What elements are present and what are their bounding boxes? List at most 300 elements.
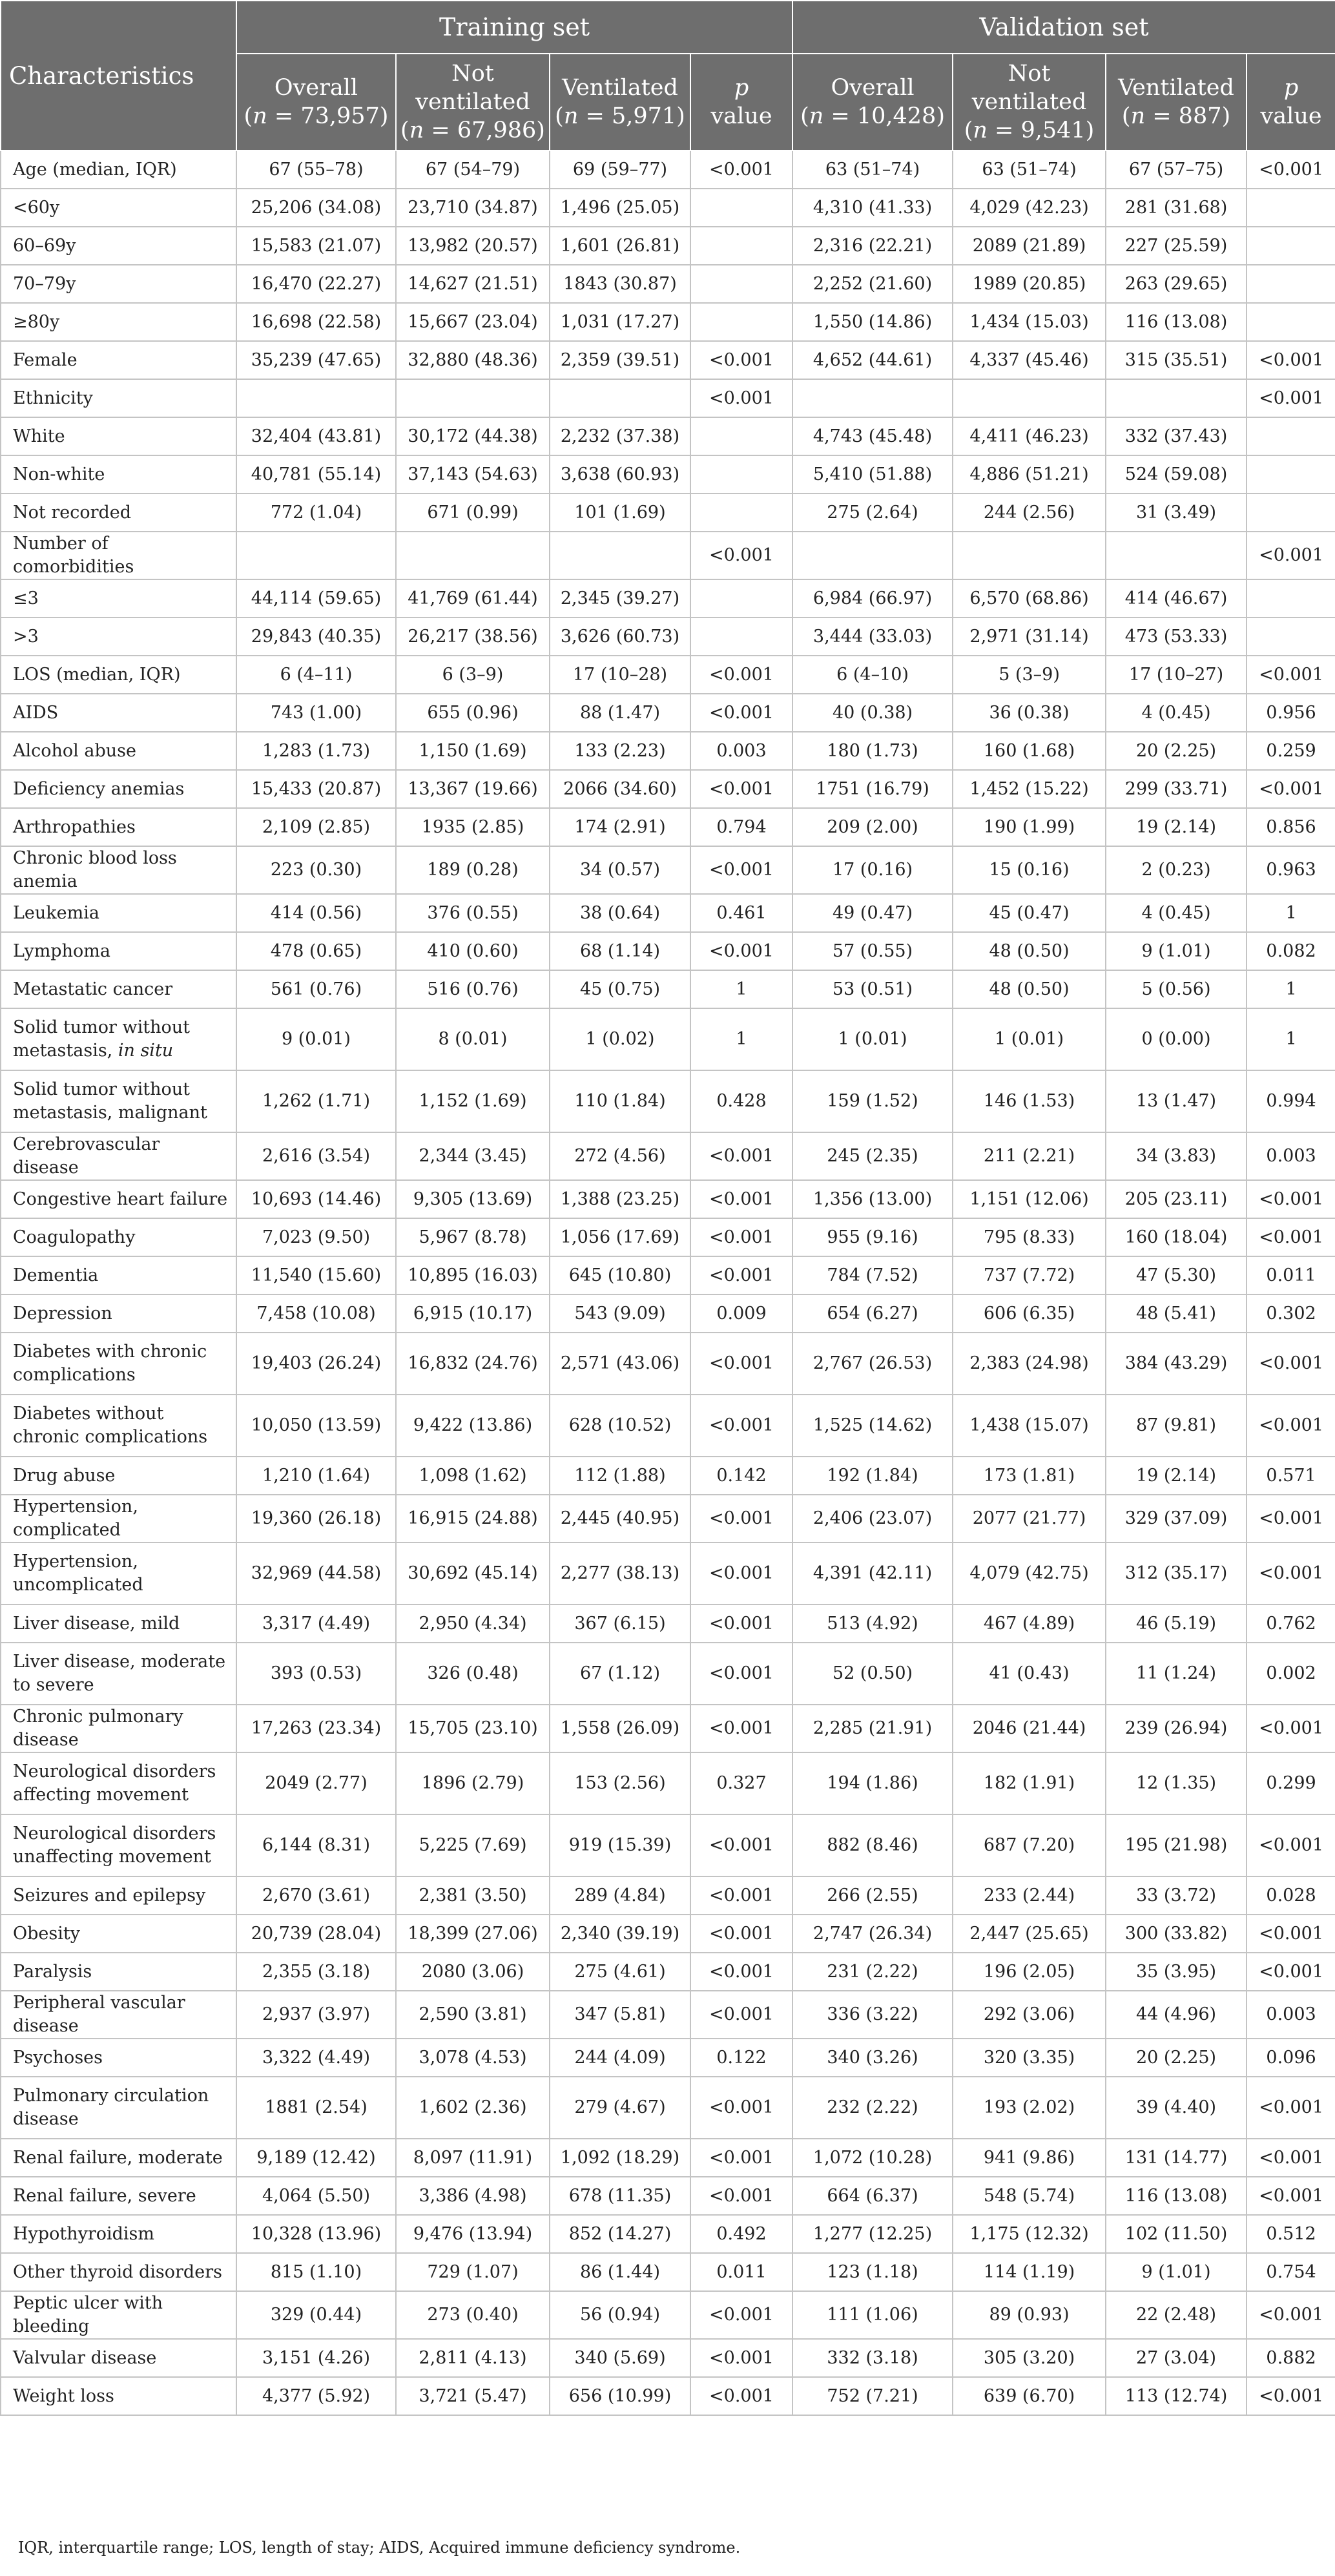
row-label: Ethnicity (1, 379, 236, 417)
table-cell: 9,305 (13.69) (396, 1180, 550, 1218)
row-label: Diabetes without chronic complications (1, 1395, 236, 1457)
table-cell: 329 (0.44) (236, 2291, 396, 2339)
table-cell: 1,496 (25.05) (550, 189, 690, 227)
table-row (1, 694, 1335, 732)
table-cell: 146 (1.53) (953, 1070, 1106, 1132)
table-cell (690, 227, 792, 265)
table-cell: 0.028 (1247, 1876, 1335, 1915)
table-cell: 9 (1.01) (1106, 2253, 1247, 2291)
row-label: Solid tumor without metastasis, malignant (1, 1070, 236, 1132)
table-cell: 182 (1.91) (953, 1752, 1106, 1814)
table-cell: <0.001 (1247, 341, 1335, 379)
table-cell: 20,739 (28.04) (236, 1915, 396, 1953)
table-cell: 123 (1.18) (792, 2253, 953, 2291)
table-cell: <0.001 (1247, 1705, 1335, 1752)
table-cell: 1 (1247, 970, 1335, 1008)
table-cell (236, 379, 396, 417)
table-cell: 48 (5.41) (1106, 1294, 1247, 1333)
row-label: AIDS (1, 694, 236, 732)
table-cell: 9,189 (12.42) (236, 2139, 396, 2177)
table-cell: 0.009 (690, 1294, 792, 1333)
table-cell: 1,262 (1.71) (236, 1070, 396, 1132)
table-cell: 2,252 (21.60) (792, 265, 953, 303)
row-label: Cerebrovascular disease (1, 1132, 236, 1180)
table-cell: 26,217 (38.56) (396, 618, 550, 656)
table-cell (1247, 227, 1335, 265)
table-cell (236, 532, 396, 579)
table-cell: 45 (0.75) (550, 970, 690, 1008)
table-footnote: IQR, interquartile range; LOS, length of stay; AIDS, Acquired immune deficiency syndrome. (18, 2539, 741, 2557)
table-cell: <0.001 (690, 932, 792, 970)
table-row (1, 1218, 1335, 1256)
row-label: Number of comorbidities (1, 532, 236, 579)
table-cell: 17 (10–27) (1106, 656, 1247, 694)
table-cell: 1881 (2.54) (236, 2077, 396, 2139)
row-label: ≥80y (1, 303, 236, 341)
table-cell: <0.001 (1247, 1953, 1335, 1991)
table-cell: 0.003 (1247, 1991, 1335, 2039)
table-cell: 2,590 (3.81) (396, 1991, 550, 2039)
table-cell: 16,915 (24.88) (396, 1495, 550, 1542)
table-cell: 18,399 (27.06) (396, 1915, 550, 1953)
table-cell: 336 (3.22) (792, 1991, 953, 2039)
table-cell: 664 (6.37) (792, 2177, 953, 2215)
table-cell: 2049 (2.77) (236, 1752, 396, 1814)
table-cell: 35 (3.95) (1106, 1953, 1247, 1991)
table-cell: 5,967 (8.78) (396, 1218, 550, 1256)
table-cell: 3,386 (4.98) (396, 2177, 550, 2215)
row-label: Psychoses (1, 2039, 236, 2077)
table-cell: 160 (1.68) (953, 732, 1106, 770)
table-cell: 919 (15.39) (550, 1814, 690, 1876)
table-cell: 292 (3.06) (953, 1991, 1106, 2039)
table-cell: 2089 (21.89) (953, 227, 1106, 265)
table-cell: <0.001 (1247, 770, 1335, 808)
table-cell: 89 (0.93) (953, 2291, 1106, 2339)
table-cell: 244 (4.09) (550, 2039, 690, 2077)
table-cell: 1,277 (12.25) (792, 2215, 953, 2253)
table-cell: <0.001 (690, 770, 792, 808)
table-row (1, 189, 1335, 227)
table-cell: 2,747 (26.34) (792, 1915, 953, 1953)
table-cell: 299 (33.71) (1106, 770, 1247, 808)
table-cell: 4,743 (45.48) (792, 417, 953, 455)
table-cell: 6 (4–10) (792, 656, 953, 694)
table-cell: 0.994 (1247, 1070, 1335, 1132)
table-cell: 2,811 (4.13) (396, 2339, 550, 2377)
row-label: 60–69y (1, 227, 236, 265)
table-row (1, 1070, 1335, 1132)
table-cell: 193 (2.02) (953, 2077, 1106, 2139)
table-cell: 40 (0.38) (792, 694, 953, 732)
table-cell: 194 (1.86) (792, 1752, 953, 1814)
header-valid-ventilated: Ventilated (n = 887) (1106, 54, 1247, 151)
row-label: Age (median, IQR) (1, 151, 236, 189)
table-cell: 160 (18.04) (1106, 1218, 1247, 1256)
table-cell: <0.001 (690, 2177, 792, 2215)
table-row (1, 1180, 1335, 1218)
table-cell: 1,031 (17.27) (550, 303, 690, 341)
table-cell: 737 (7.72) (953, 1256, 1106, 1294)
table-cell: <0.001 (690, 656, 792, 694)
table-cell: 729 (1.07) (396, 2253, 550, 2291)
row-label: Liver disease, mild (1, 1605, 236, 1643)
table-row (1, 532, 1335, 579)
table-cell: 68 (1.14) (550, 932, 690, 970)
table-cell: 2077 (21.77) (953, 1495, 1106, 1542)
table-cell: 340 (5.69) (550, 2339, 690, 2377)
table-cell: 8 (0.01) (396, 1008, 550, 1070)
table-cell: 815 (1.10) (236, 2253, 396, 2291)
table-row (1, 846, 1335, 894)
table-cell: 0.327 (690, 1752, 792, 1814)
table-cell: 1,601 (26.81) (550, 227, 690, 265)
table-cell: 4,029 (42.23) (953, 189, 1106, 227)
table-cell: 2,345 (39.27) (550, 579, 690, 618)
row-label: <60y (1, 189, 236, 227)
table-cell: 2080 (3.06) (396, 1953, 550, 1991)
table-row (1, 227, 1335, 265)
table-cell: 48 (0.50) (953, 932, 1106, 970)
table-cell: 0.794 (690, 808, 792, 846)
row-label: 70–79y (1, 265, 236, 303)
table-cell: 654 (6.27) (792, 1294, 953, 1333)
table-cell: <0.001 (1247, 1495, 1335, 1542)
table-cell: 4 (0.45) (1106, 694, 1247, 732)
table-cell: 300 (33.82) (1106, 1915, 1247, 1953)
table-cell (690, 618, 792, 656)
table-cell (396, 532, 550, 579)
table-cell: 281 (31.68) (1106, 189, 1247, 227)
table-cell: 10,328 (13.96) (236, 2215, 396, 2253)
table-cell: 10,050 (13.59) (236, 1395, 396, 1457)
table-cell: 32,404 (43.81) (236, 417, 396, 455)
row-label: Weight loss (1, 2377, 236, 2415)
table-cell: <0.001 (690, 151, 792, 189)
table-cell: 332 (37.43) (1106, 417, 1247, 455)
header-train-not-ventilated: Not ventilated (n = 67,986) (396, 54, 550, 151)
table-cell: 2066 (34.60) (550, 770, 690, 808)
table-cell: 326 (0.48) (396, 1643, 550, 1705)
table-cell: 0.856 (1247, 808, 1335, 846)
table-row (1, 932, 1335, 970)
table-cell: 6,144 (8.31) (236, 1814, 396, 1876)
table-cell: 2,344 (3.45) (396, 1132, 550, 1180)
table-cell: 4,337 (45.46) (953, 341, 1106, 379)
table-cell: 52 (0.50) (792, 1643, 953, 1705)
table-cell: 67 (57–75) (1106, 151, 1247, 189)
table-cell: 3,444 (33.03) (792, 618, 953, 656)
table-cell: <0.001 (690, 1132, 792, 1180)
table-cell: <0.001 (690, 532, 792, 579)
table-cell: <0.001 (690, 1991, 792, 2039)
table-cell: 0.492 (690, 2215, 792, 2253)
table-cell: 414 (0.56) (236, 894, 396, 932)
table-cell: 2,359 (39.51) (550, 341, 690, 379)
table-cell: 173 (1.81) (953, 1457, 1106, 1495)
table-cell: 473 (53.33) (1106, 618, 1247, 656)
table-cell: 0 (0.00) (1106, 1008, 1247, 1070)
table-cell: 1,388 (23.25) (550, 1180, 690, 1218)
table-cell: 4,377 (5.92) (236, 2377, 396, 2415)
table-cell: 48 (0.50) (953, 970, 1106, 1008)
table-row (1, 1542, 1335, 1605)
table-cell: 1,152 (1.69) (396, 1070, 550, 1132)
table-cell: <0.001 (690, 2339, 792, 2377)
table-cell: 852 (14.27) (550, 2215, 690, 2253)
header-train-ventilated: Ventilated (n = 5,971) (550, 54, 690, 151)
table-cell (550, 532, 690, 579)
table-cell: 30,172 (44.38) (396, 417, 550, 455)
table-cell (1247, 189, 1335, 227)
table-cell: <0.001 (690, 846, 792, 894)
table-cell: 20 (2.25) (1106, 732, 1247, 770)
row-label: Hypertension, complicated (1, 1495, 236, 1542)
table-cell: 0.882 (1247, 2339, 1335, 2377)
table-cell: 9,422 (13.86) (396, 1395, 550, 1457)
table-cell: 10,895 (16.03) (396, 1256, 550, 1294)
table-cell (690, 303, 792, 341)
table-cell: 4,886 (51.21) (953, 455, 1106, 493)
table-cell: 174 (2.91) (550, 808, 690, 846)
table-cell: <0.001 (1247, 1542, 1335, 1605)
table-row (1, 1256, 1335, 1294)
table-cell: 38 (0.64) (550, 894, 690, 932)
table-cell: <0.001 (690, 2139, 792, 2177)
table-cell: 1,558 (26.09) (550, 1705, 690, 1752)
table-cell: 5 (0.56) (1106, 970, 1247, 1008)
table-row (1, 1395, 1335, 1457)
table-cell: 0.956 (1247, 694, 1335, 732)
table-cell: 2,447 (25.65) (953, 1915, 1106, 1953)
row-label: Depression (1, 1294, 236, 1333)
table-cell: <0.001 (1247, 532, 1335, 579)
table-cell (792, 379, 953, 417)
table-cell: 3,626 (60.73) (550, 618, 690, 656)
table-cell: 5 (3–9) (953, 656, 1106, 694)
row-label: Diabetes with chronic complications (1, 1333, 236, 1395)
table-cell: 114 (1.19) (953, 2253, 1106, 2291)
table-cell: 63 (51–74) (953, 151, 1106, 189)
table-cell: 655 (0.96) (396, 694, 550, 732)
row-label: Chronic pulmonary disease (1, 1705, 236, 1752)
table-cell: 2,109 (2.85) (236, 808, 396, 846)
row-label: Other thyroid disorders (1, 2253, 236, 2291)
table-cell: 131 (14.77) (1106, 2139, 1247, 2177)
table-cell: 266 (2.55) (792, 1876, 953, 1915)
table-cell: 687 (7.20) (953, 1814, 1106, 1876)
table-cell: 20 (2.25) (1106, 2039, 1247, 2077)
table-row (1, 656, 1335, 694)
table-cell: 0.003 (1247, 1132, 1335, 1180)
row-label: Peptic ulcer with bleeding (1, 2291, 236, 2339)
table-row (1, 970, 1335, 1008)
row-label: Non-white (1, 455, 236, 493)
table-cell: 116 (13.08) (1106, 2177, 1247, 2215)
header-valid-not-ventilated: Not ventilated (n = 9,541) (953, 54, 1106, 151)
table-cell: 8,097 (11.91) (396, 2139, 550, 2177)
table-cell: 32,969 (44.58) (236, 1542, 396, 1605)
row-label: Leukemia (1, 894, 236, 932)
table-cell: <0.001 (690, 2377, 792, 2415)
table-cell: 1,602 (2.36) (396, 2077, 550, 2139)
table-cell (1247, 303, 1335, 341)
table-cell: 5,225 (7.69) (396, 1814, 550, 1876)
table-cell: 102 (11.50) (1106, 2215, 1247, 2253)
table-cell: 63 (51–74) (792, 151, 953, 189)
table-cell: 1843 (30.87) (550, 265, 690, 303)
table-cell: 153 (2.56) (550, 1752, 690, 1814)
table-cell: 1,434 (15.03) (953, 303, 1106, 341)
table-cell: 3,721 (5.47) (396, 2377, 550, 2415)
table-cell: 0.461 (690, 894, 792, 932)
table-cell: 1 (0.01) (792, 1008, 953, 1070)
table-cell: 1,525 (14.62) (792, 1395, 953, 1457)
table-row (1, 417, 1335, 455)
table-cell: 2,971 (31.14) (953, 618, 1106, 656)
table-cell: 1 (1247, 1008, 1335, 1070)
table-row (1, 151, 1335, 189)
row-label: ≤3 (1, 579, 236, 618)
row-label: Renal failure, moderate (1, 2139, 236, 2177)
table-cell: 16,470 (22.27) (236, 265, 396, 303)
table-row (1, 894, 1335, 932)
table-cell: 784 (7.52) (792, 1256, 953, 1294)
table-cell: 17 (0.16) (792, 846, 953, 894)
table-cell: 1 (690, 970, 792, 1008)
table-cell: 190 (1.99) (953, 808, 1106, 846)
table-cell: 2,670 (3.61) (236, 1876, 396, 1915)
table-cell: 315 (35.51) (1106, 341, 1247, 379)
table-row (1, 1643, 1335, 1705)
table-row (1, 303, 1335, 341)
table-row (1, 1752, 1335, 1814)
table-cell: 41 (0.43) (953, 1643, 1106, 1705)
row-label: Liver disease, moderate to severe (1, 1643, 236, 1705)
row-label: Seizures and epilepsy (1, 1876, 236, 1915)
table-cell: 606 (6.35) (953, 1294, 1106, 1333)
table-cell: 232 (2.22) (792, 2077, 953, 2139)
table-cell: 6,984 (66.97) (792, 579, 953, 618)
table-cell: 44,114 (59.65) (236, 579, 396, 618)
table-cell: <0.001 (1247, 2139, 1335, 2177)
table-cell: 4,391 (42.11) (792, 1542, 953, 1605)
table-cell: 3,078 (4.53) (396, 2039, 550, 2077)
table-row (1, 2215, 1335, 2253)
table-cell: 39 (4.40) (1106, 2077, 1247, 2139)
table-cell: 4,079 (42.75) (953, 1542, 1106, 1605)
table-cell (953, 532, 1106, 579)
table-cell: 516 (0.76) (396, 970, 550, 1008)
table-cell: 16,698 (22.58) (236, 303, 396, 341)
table-cell: 196 (2.05) (953, 1953, 1106, 1991)
table-cell: 656 (10.99) (550, 2377, 690, 2415)
table-cell: <0.001 (690, 1605, 792, 1643)
table-cell: 4 (0.45) (1106, 894, 1247, 932)
row-label: Metastatic cancer (1, 970, 236, 1008)
row-label: Obesity (1, 1915, 236, 1953)
table-cell: 35,239 (47.65) (236, 341, 396, 379)
table-cell: 192 (1.84) (792, 1457, 953, 1495)
header-training-set: Training set (236, 1, 792, 54)
table-cell: 1 (0.02) (550, 1008, 690, 1070)
table-cell: 4,310 (41.33) (792, 189, 953, 227)
table-cell: 87 (9.81) (1106, 1395, 1247, 1457)
table-cell: 13,982 (20.57) (396, 227, 550, 265)
table-cell: 16,832 (24.76) (396, 1333, 550, 1395)
table-row (1, 579, 1335, 618)
table-cell: 86 (1.44) (550, 2253, 690, 2291)
table-cell: 1,283 (1.73) (236, 732, 396, 770)
table-cell: <0.001 (690, 1953, 792, 1991)
table-row (1, 2039, 1335, 2077)
row-label: White (1, 417, 236, 455)
table-cell: 279 (4.67) (550, 2077, 690, 2139)
table-cell: 31 (3.49) (1106, 493, 1247, 532)
table-cell: 19 (2.14) (1106, 1457, 1247, 1495)
table-cell (1106, 379, 1247, 417)
table-cell: 1 (0.01) (953, 1008, 1106, 1070)
table-cell: 30,692 (45.14) (396, 1542, 550, 1605)
table-cell: 101 (1.69) (550, 493, 690, 532)
table-cell: 3,638 (60.93) (550, 455, 690, 493)
table-cell: 233 (2.44) (953, 1876, 1106, 1915)
table-cell: 367 (6.15) (550, 1605, 690, 1643)
table-cell: 955 (9.16) (792, 1218, 953, 1256)
table-cell: 772 (1.04) (236, 493, 396, 532)
table-cell: 2,381 (3.50) (396, 1876, 550, 1915)
table-cell: 227 (25.59) (1106, 227, 1247, 265)
table-row (1, 2253, 1335, 2291)
table-cell: 3,151 (4.26) (236, 2339, 396, 2377)
table-cell: 2,232 (37.38) (550, 417, 690, 455)
table-row (1, 1333, 1335, 1395)
table-cell: 543 (9.09) (550, 1294, 690, 1333)
row-label: Lymphoma (1, 932, 236, 970)
table-cell: 15 (0.16) (953, 846, 1106, 894)
table-cell: <0.001 (690, 1395, 792, 1457)
table-cell: 1,452 (15.22) (953, 770, 1106, 808)
table-cell: 23,710 (34.87) (396, 189, 550, 227)
table-row (1, 1876, 1335, 1915)
table-cell: 11,540 (15.60) (236, 1256, 396, 1294)
table-cell: 67 (54–79) (396, 151, 550, 189)
table-cell: <0.001 (690, 694, 792, 732)
table-cell: 13 (1.47) (1106, 1070, 1247, 1132)
table-cell: 1896 (2.79) (396, 1752, 550, 1814)
table-cell: 111 (1.06) (792, 2291, 953, 2339)
table-cell: <0.001 (690, 1256, 792, 1294)
table-cell: 0.003 (690, 732, 792, 770)
table-cell: 44 (4.96) (1106, 1991, 1247, 2039)
table-cell: <0.001 (1247, 1395, 1335, 1457)
table-cell: 3,317 (4.49) (236, 1605, 396, 1643)
table-cell: 4,064 (5.50) (236, 2177, 396, 2215)
table-cell: 1751 (16.79) (792, 770, 953, 808)
table-cell: 0.002 (1247, 1643, 1335, 1705)
table-cell: 19,360 (26.18) (236, 1495, 396, 1542)
table-cell: 33 (3.72) (1106, 1876, 1247, 1915)
table-cell: 9 (0.01) (236, 1008, 396, 1070)
row-label: Peripheral vascular disease (1, 1991, 236, 2039)
table-cell: <0.001 (690, 1333, 792, 1395)
table-cell: 1935 (2.85) (396, 808, 550, 846)
table-cell: 2,383 (24.98) (953, 1333, 1106, 1395)
table-cell: 6,915 (10.17) (396, 1294, 550, 1333)
row-label: Neurological disorders affecting movement (1, 1752, 236, 1814)
table-cell: 2,285 (21.91) (792, 1705, 953, 1752)
table-cell: <0.001 (690, 1643, 792, 1705)
